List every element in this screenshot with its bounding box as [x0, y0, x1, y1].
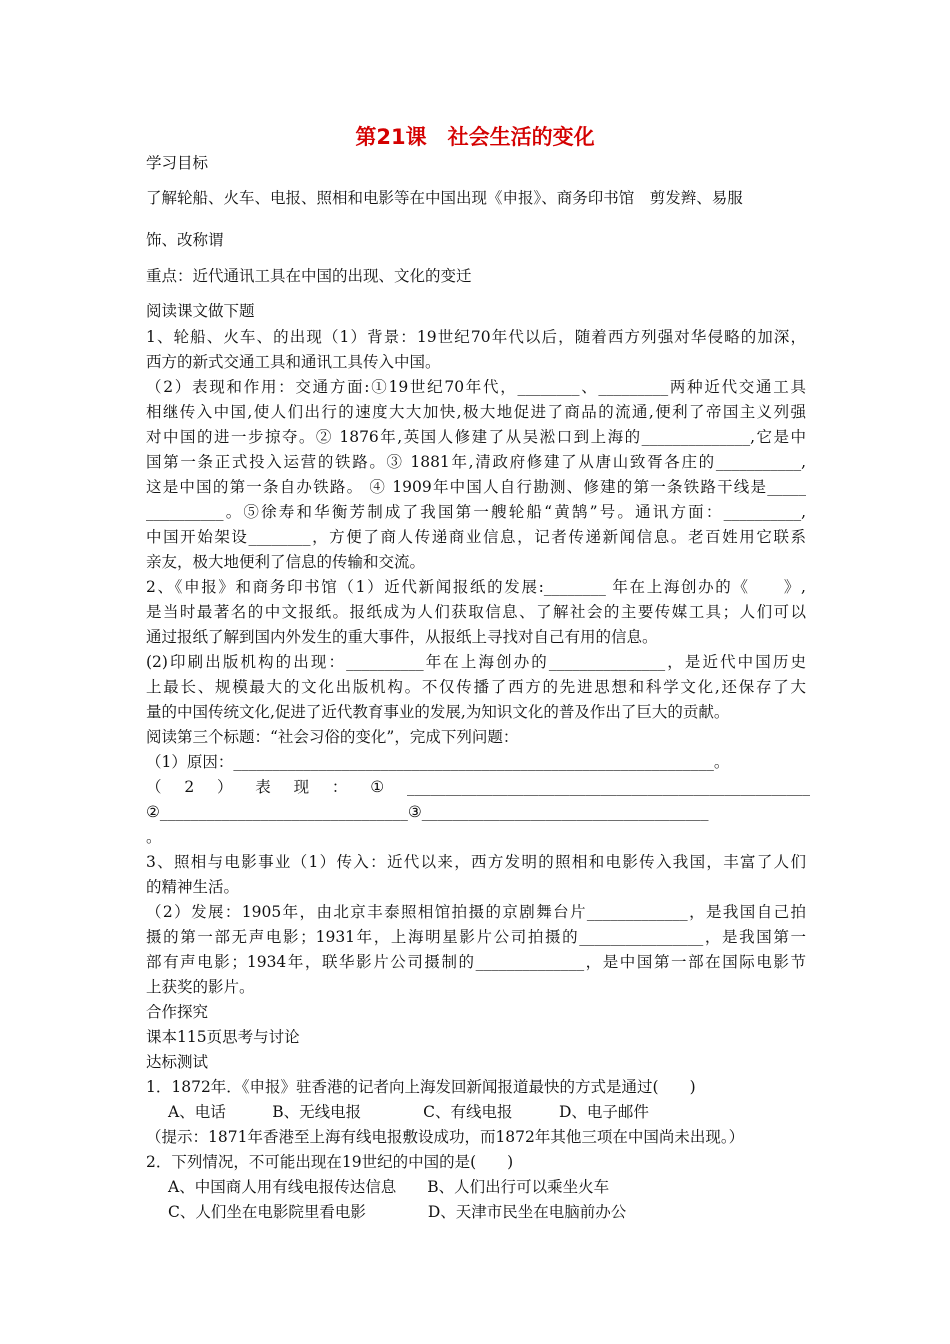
answer-line: ②________________________________③_____________________________________ [146, 803, 709, 821]
text-line: 上获奖的影片。 [146, 978, 255, 996]
spread-part: ① [370, 778, 385, 796]
spread-part: ） [216, 778, 233, 796]
section-heading: 学习目标 [146, 154, 209, 172]
answer-line [146, 777, 810, 797]
text-line: 这是中国的第一条自办铁路。 ④ 1909年中国人自行勘测、修建的第一条铁路干线是_____ [146, 478, 806, 496]
spread-part: 2 [184, 778, 195, 796]
spread-part: （ [146, 778, 162, 796]
answer-line: （1）原因：______________________________________________________________。 [146, 753, 730, 771]
question-1-hint: （提示：1871年香港至上海有线电报敷设成功，而1872年其他三项在中国尚未出现。） [146, 1128, 745, 1146]
text-line: 了解轮船、火车、电报、照相和电影等在中国出现《申报》、商务印书馆 剪发辫、易服 [146, 189, 743, 207]
text-line: 饰、改称谓 [146, 231, 224, 249]
text-line: 部有声电影；1934年，联华影片公司摄制的______________，是中国第一部在国际电影节 [146, 953, 806, 971]
text-line: 。 [146, 828, 162, 846]
text-line: (2)印刷出版机构的出现：__________年在上海创办的_______________，是近代中国历史 [146, 653, 806, 671]
text-line: __________。⑤徐寿和华衡芳制成了我国第一艘轮船“黄鹄”号。通讯方面：__________, [146, 503, 806, 521]
text-line: 是当时最著名的中文报纸。报纸成为人们获取信息、了解社会的主要传媒工具；人们可以 [146, 603, 806, 621]
text-line: 上最长、规模最大的文化出版机构。不仅传播了西方的先进思想和科学文化,还保存了大 [146, 678, 806, 696]
text-line: 相继传入中国,使人们出行的速度大大加快,极大地促进了商品的流通,便利了帝国主义列强 [146, 403, 806, 421]
spread-part: ____________________________________________________ [406, 778, 810, 796]
text-line: 摄的第一部无声电影；1931年，上海明星影片公司拍摄的________________，是我国第一 [146, 928, 806, 946]
question-2: 2．下列情况，不可能出现在19世纪的中国的是( ) [146, 1153, 514, 1171]
section-heading: 阅读课文做下题 [146, 302, 255, 320]
text-line: 课本115页思考与讨论 [146, 1028, 300, 1046]
text-line: （2）发展：1905年，由北京丰泰照相馆拍摄的京剧舞台片_____________，是我国自己拍 [146, 903, 806, 921]
text-line: 西方的新式交通工具和通讯工具传入中国。 [146, 353, 441, 371]
text-line: 亲友，极大地便利了信息的传输和交流。 [146, 553, 426, 571]
section-heading: 达标测试 [146, 1053, 209, 1071]
spread-part: 现 [293, 778, 310, 796]
section-heading: 合作探究 [146, 1003, 209, 1021]
text-line: 阅读第三个标题：“社会习俗的变化”，完成下列问题： [146, 728, 519, 746]
page-title: 第21课 社会生活的变化 [355, 125, 595, 149]
text-line: 3、照相与电影事业（1）传入：近代以来，西方发明的照相和电影传入我国，丰富了人们 [146, 853, 806, 871]
spread-part: 表 [255, 778, 271, 796]
spread-part: ： [331, 778, 348, 796]
text-line: 通过报纸了解到国内外发生的重大事件，从报纸上寻找对自己有用的信息。 [146, 628, 658, 646]
text-line: 重点：近代通讯工具在中国的出现、文化的变迁 [146, 267, 472, 285]
question-2-options-cd: C、人们坐在电影院里看电影 D、天津市民坐在电脑前办公 [168, 1203, 627, 1221]
text-line: 中国开始架设________，方便了商人传递商业信息，记者传递新闻信息。老百姓用它联系 [146, 528, 806, 546]
text-line: （2）表现和作用：交通方面:①19世纪70年代，________、_________两种近代交通工具 [146, 378, 806, 396]
text-line: 国第一条正式投入运营的铁路。③ 1881年,清政府修建了从唐山致胥各庄的___________, [146, 453, 806, 471]
text-line: 对中国的进一步掠夺。② 1876年,英国人修建了从吴淞口到上海的______________,它是中 [146, 428, 806, 446]
text-line: 量的中国传统文化,促进了近代教育事业的发展,为知识文化的普及作出了巨大的贡献。 [146, 703, 730, 721]
text-line: 1、轮船、火车、的出现（1）背景：19世纪70年代以后，随着西方列强对华侵略的加深， [146, 328, 806, 346]
question-1-options: A、电话 B、无线电报 C、有线电报 D、电子邮件 [168, 1103, 649, 1121]
question-1: 1．1872年．《申报》驻香港的记者向上海发回新闻报道最快的方式是通过( ) [146, 1078, 696, 1096]
question-2-options-ab: A、中国商人用有线电报传达信息 B、人们出行可以乘坐火车 [168, 1178, 610, 1196]
text-line: 2、《申报》和商务印书馆（1）近代新闻报纸的发展:________ 年在上海创办的《 》, [146, 578, 806, 596]
text-line: 的精神生活。 [146, 878, 240, 896]
